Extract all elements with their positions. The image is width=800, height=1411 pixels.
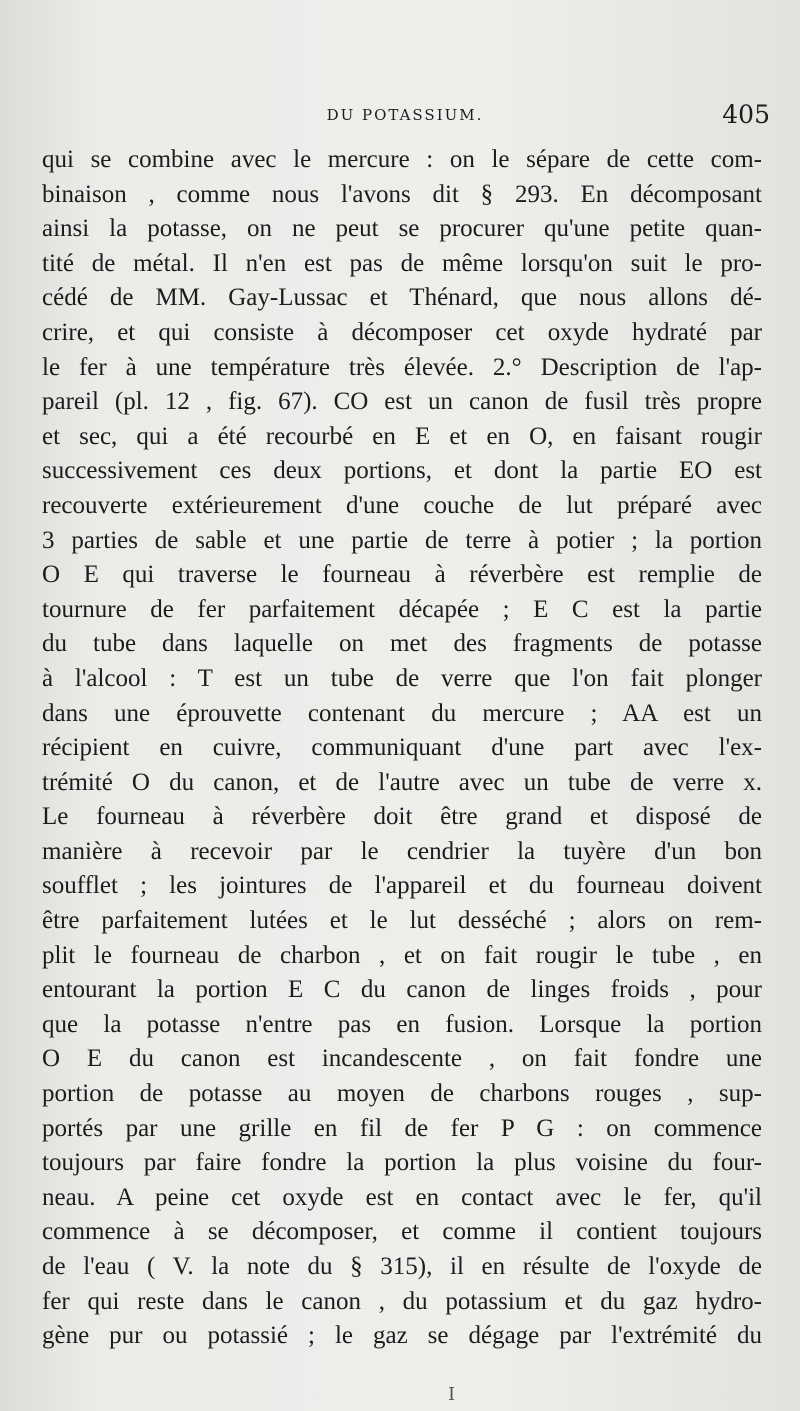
text-line: être parfaitement lutées et le lut desséché ; alors on rem- (42, 907, 762, 935)
text-line: le fer à une température très élevée. 2.° Description de l'ap- (42, 353, 762, 381)
text-line: du tube dans laquelle on met des fragments de potasse (42, 630, 762, 658)
text-line: soufflet ; les jointures de l'appareil et du fourneau doivent (42, 872, 762, 900)
text-line: binaison , comme nous l'avons dit § 293. En décomposant (42, 180, 762, 208)
page-header (40, 100, 770, 140)
text-line: neau. A peine cet oxyde est en contact avec le fer, qu'il (42, 1183, 762, 1211)
text-line: à l'alcool : T est un tube de verre que l'on fait plonger (42, 664, 762, 692)
text-line: fer qui reste dans le canon , du potassium et du gaz hydro- (42, 1287, 762, 1315)
text-line: trémité O du canon, et de l'autre avec un tube de verre x. (42, 768, 762, 796)
text-line: toujours par faire fondre la portion la plus voisine du four- (42, 1149, 762, 1177)
text-line: commence à se décomposer, et comme il contient toujours (42, 1218, 762, 1246)
text-line: successivement ces deux portions, et dont la partie EO est (42, 457, 762, 485)
footer-mark: I (448, 1384, 456, 1405)
text-line: O E qui traverse le fourneau à réverbère est remplie de (42, 561, 762, 589)
text-line: qui se combine avec le mercure : on le sépare de cette com- (42, 146, 762, 173)
text-line: O E du canon est incandescente , on fait fondre une (42, 1045, 762, 1073)
text-line: récipient en cuivre, communiquant d'une part avec l'ex- (42, 734, 762, 762)
text-line: crire, et qui consiste à décomposer cet oxyde hydraté par (42, 318, 762, 346)
text-line: et sec, qui a été recourbé en E et en O, en faisant rougir (42, 422, 762, 450)
text-line: dans une éprouvette contenant du mercure ; AA est un (42, 699, 762, 727)
page-number: 405 (722, 100, 770, 129)
text-line: pareil (pl. 12 , fig. 67). CO est un canon de fusil très propre (42, 388, 762, 416)
text-line: portion de potasse au moyen de charbons rouges , sup- (42, 1080, 762, 1108)
text-line: manière à recevoir par le cendrier la tuyère d'un bon (42, 837, 762, 865)
text-line: tité de métal. Il n'en est pas de même lorsqu'on suit le pro- (42, 249, 762, 277)
text-line: portés par une grille en fil de fer P G : on commence (42, 1114, 762, 1142)
text-line: Le fourneau à réverbère doit être grand et disposé de (42, 803, 762, 831)
running-title: DU POTASSIUM. (326, 106, 484, 124)
text-line: cédé de MM. Gay-Lussac et Thénard, que nous allons dé- (42, 284, 762, 312)
text-line: gène pur ou potassié ; le gaz se dégage par l'extrémité du (42, 1322, 762, 1350)
body-text (42, 143, 762, 1354)
text-line: entourant la portion E C du canon de linges froids , pour (42, 976, 762, 1004)
text-line: 3 parties de sable et une partie de terre à potier ; la portion (42, 526, 762, 554)
text-line: recouverte extérieurement d'une couche de lut préparé avec (42, 491, 762, 519)
text-line: que la potasse n'entre pas en fusion. Lorsque la portion (42, 1010, 762, 1038)
text-line: tournure de fer parfaitement décapée ; E C est la partie (42, 595, 762, 623)
text-line: de l'eau ( V. la note du § 315), il en résulte de l'oxyde de (42, 1253, 762, 1280)
text-line: ainsi la potasse, on ne peut se procurer qu'une petite quan- (42, 215, 762, 243)
text-line: plit le fourneau de charbon , et on fait rougir le tube , en (42, 941, 762, 969)
